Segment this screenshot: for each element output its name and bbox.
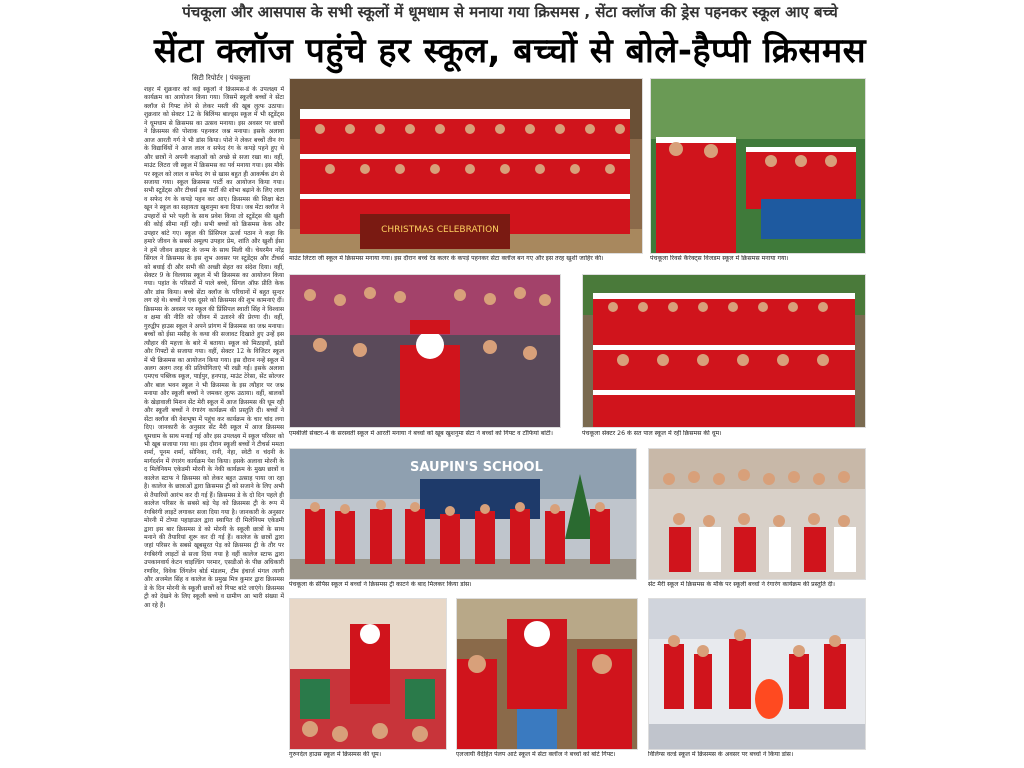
caption-photo-7: गुरुनदेल हाउस स्कूल में क्रिसमस की धूम।	[289, 751, 382, 758]
photo-st-mary-school	[648, 448, 866, 580]
photo-wisdom-school	[650, 78, 866, 254]
caption-photo-6: सेंट मैरी स्कूल में क्रिसमस के मौके पर स्कूली बच्चों ने रंगारंग कार्यक्रम की प्रस्तुति दी।	[648, 581, 835, 588]
caption-photo-5: पंचकूला के सेंपिंस स्कूल में बच्चों ने क्रिसमस ट्री काटने के बाद मिलकर किया डांस।	[289, 581, 472, 588]
caption-photo-9: विलिंग्स वर्ल्ड स्कूल में क्रिसमस के अवसर पर बच्चों ने किया डांस।	[648, 751, 794, 758]
main-headline: सेंटा क्लॉज पहुंचे हर स्कूल, बच्चों से बोले-हैप्पी क्रिसमस	[153, 31, 867, 71]
photo-mount-litera-group	[289, 78, 643, 254]
photo-gurunandel-school	[289, 598, 447, 750]
photo-saraswati-school	[289, 274, 561, 428]
school-board-text: SAUPIN'S SCHOOL	[410, 460, 543, 475]
caption-photo-3: एमबीजी सेक्टर-4 के सरस्वती स्कूल में आरती मनाया ने बच्चों को खूब खुशनुमा सेंटा ने बच्चों को गिफ्ट व टॉफियां बांटीं।	[289, 430, 553, 437]
caption-photo-2: पंचकूला रिवर्स कैरेक्ट्स विजडम स्कूल में क्रिसमस मनाया गया।	[650, 255, 789, 262]
caption-photo-4: पंचकूला सेक्टर 26 के सत पाल स्कूल में रही क्रिसमस की धूम।	[582, 430, 722, 437]
photo-satpal-school	[582, 274, 866, 428]
article-body: शहर में शुक्रवार को कई स्कूलों ने क्रिसमस-डे के उपलक्ष्य में कार्यक्रम का आयोजन किया गया। जिसमें स्कूली बच्चों ने सेंटा क्लॉज से गिफ्ट लेने से लेकर मस्ती की खूब लुत्फ उठाया। शुक्रवार को सेक्टर 12 के बिलिंग्स बाल्ड्स स्कूल में भी स्टूडेंट्स ने धूमधाम से क्रिसमस का उत्सव मनाया। इस अवसर पर छात्रों ने क्रिसमस की पोशाक पहनकर जश्न मनाया। इसके अलावा आज आरती गर्ग ने भी डांस किया। पोशे ने लेकर बच्चों तीन रंग के विद्यार्थियों ने आज लाल व सफेद रंग के कपड़े पहने हुए थे और छात्रों ने अपनी कक्षाओं को अच्छे से सजा रखा था। वहीं, माउंट लिटरा जी स्कूल में क्रिसमस का पर्व मनाया गया। इस मौके पर स्कूल को लाल व सफेद रंग से खास बहुत ही आकर्षक ढंग से सजाया गया। स्कूल क्रिसमस पार्टी का आयोजन किया गया। सभी स्टूडेंट्स और टीचर्स इस पार्टी की शोभा बढ़ाने के लिए लाल व सफेद रंग के कपड़े पहन कर आए। क्रिसमस की शिक्षा बेटा खून ने स्कूल का सहायता खुशनुमा बना दिया। जब मेंटा क्लॉज ने उपहारों से भरे पहरी के साथ प्रवेश किया तो स्टूडेंट्स की खुशी की कोई सीमा नहीं रही। सभी बच्चों को क्रिसमस केक और उपहार बांटे गए। स्कूल की प्रिंसिपल ऊर्जा पठान ने कहा कि हमारे जीवन के सबसे अमूल्य उपहार प्रेम, शांति और खुशी ईसा ने हमें जीवन क्राइस्ट के जन्म के साथ मिली थी। चेयरमैन नरेंद्र सिंगल ने क्रिसमस के इस शुभ अवसर पर स्टूडेंट्स और टीचर्स को बधाई दी और सभी की अच्छी सेहत का संदेश दिया। वहीं, सेक्टर 9 के विलयास स्कूल में भी क्रिसमस का आयोजन किया गया। पहांत के परिसरों में पाले बच्चे, सिंगल ऑफ़ प्रीति केक और डांस किया। बच्चे सेंटा क्लॉज के परिधानों में बहुत सुन्दर लग रहे थे। बच्चों ने एक दूसरे को क्रिसमस की शुभ कामनाएं दीं। क्रिसमस के अवसर पर स्कूल की प्रिंसिपल स्वाती सिंह ने विश्वास व क्षमा की नीति को जीवन में उतारने की प्रेरणा दी। वहीं, गुरुद्वीप हाउस स्कूल ने अपने प्रांगण में क्रिसमस का जश्न मनाया। बच्चों को ईसा मसीह के कथा की सजावट दिखाते हुए उन्हें इस त्यौहार की महत्ता के बारे में बताया। स्कूल को मिठाइयों, झंडों और गिफ्टों से सजाया गया। वहीं, सेक्टर 12 के विजिटर स्कूल में भी क्रिसमस का आयोजन किया गया। इस दौरान नन्हें स्कूल में अलग अलग तरह की प्रतियोगिताएं भी रखी गईं। इसके अलावा एमएच पब्लिक स्कूल, पाईपुर, हनपाड़, माउंट टेरेसा, सेंट सोल्जर और बाल भवन स्कूल ने भी क्रिसमस के इस त्यौहार पर जश्न मनाया और स्कूली बच्चों ने जमकर लुत्फ उठाया। वहीं, बालकों के खेड़ावाली मिशन सेंट मेरी स्कूल में आज क्रिसमस की धूम रही और स्कूली बच्चों ने रंगारंग कार्यक्रम की प्रस्तुति दी। बच्चों ने सेंटा क्लॉज की वेशभूषा में पहुंच कर कार्यक्रम के चार चांद लगा दिए। जानकारी के अनुसार सेंट मैरी स्कूल में आज क्रिसमस धूमधाम के साथ मनाई गई और इस उपलक्ष्य में स्कूल परिसर को भी खूब सजाया गया था। इस दौरान स्कूली बच्चों ने टीचर्स ममता शर्मा, पूनम शर्मा, सोनिका, रानी, नेहा, स्वेटी व चंदनी के मार्गदर्शन में रंगारंग कार्यक्रम पेश किया। इसके अलावा मोरनी के द मिलेनियम एकेडमी मोरनी के नेकी कार्यक्रम के मुख्य छात्रों व कालेज स्टाफ ने क्रिसमस को लेकर बहुत उत्साह पाया जा रहा है। कालेज के छात्राओं द्वारा क्रिसमस ट्री को सजाने के लिए अभी से तैयारियों आरंभ कर दी गई हैं। क्रिसमस डे के दो दिन पहले ही कालेज परिसर के सबसे बड़े पेड़ को क्रिसमस ट्री के रूप में रंगबिरंगी लाइटें लगाकर सजा दिया गया है। जानकारी के अनुसार मोरनी में टोप्या पहाड़ाउल द्वारा स्थापित दी मिलेनियम एकेडमी द्वारा इस बार क्रिसमस डे को मोरनी के स्कूली छात्रों के साथ मनाने की तैयारियां शुरू कर दी गई हैं। कालेज के छात्रों द्वारा जहां परिसर के सबसे खूबसूरत पेड़ को क्रिसमस ट्री के तौर पर रंगबिरंगी लाइटों से सजा दिया गया है वहीं कालेज स्टाफ द्वारा उपकानवार्य केटन चाइल्डिंग परमार, एसडीओ के पीछ अधिकारी रणविर, विवेक लिंगलेन बोर्ड मंडलम, टीम इंचार्ज मंगल त्यागी और अजमेल सिंह व कालेज के प्रमुख मित्र कुमार द्वारा क्रिसमस डे के दिन मोरनी के स्कूली छात्रों को गिफ्ट बांटे जाएंगे। क्रिसमस ट्री को देखने के लिए स्कूली बच्चे व ग्रामीण आ भारी संख्या में आ रहे हैं।	[144, 86, 284, 609]
photo-saupins-school	[289, 448, 637, 580]
photo-billings-world-school	[648, 598, 866, 750]
byline: सिटी रिपोर्टर | पंचकूला	[191, 74, 251, 82]
banner-text: CHRISTMAS CELEBRATION	[381, 225, 499, 235]
kicker-headline: पंचकूला और आसपास के सभी स्कूलों में धूमधाम से मनाया गया क्रिसमस , सेंटा क्लॉज की ड्रेस पहनकर स्कूल आए बच्चे	[182, 3, 838, 21]
photo-art-school-gifts	[456, 598, 638, 750]
caption-photo-8: एलजायी वैदेहित पेलप आर्ट स्कूल में सेंटा क्लॉज ने बच्चों को बांटे गिफ्ट।	[456, 751, 616, 758]
caption-photo-1: माउंट लिटरा जी स्कूल में क्रिसमस मनाया गया। इस दौरान बच्चे रेड कलर के कपड़े पहनकर सेंटा क्लॉज बन गए और इस तरह खुशी जाहिर की।	[289, 255, 604, 262]
